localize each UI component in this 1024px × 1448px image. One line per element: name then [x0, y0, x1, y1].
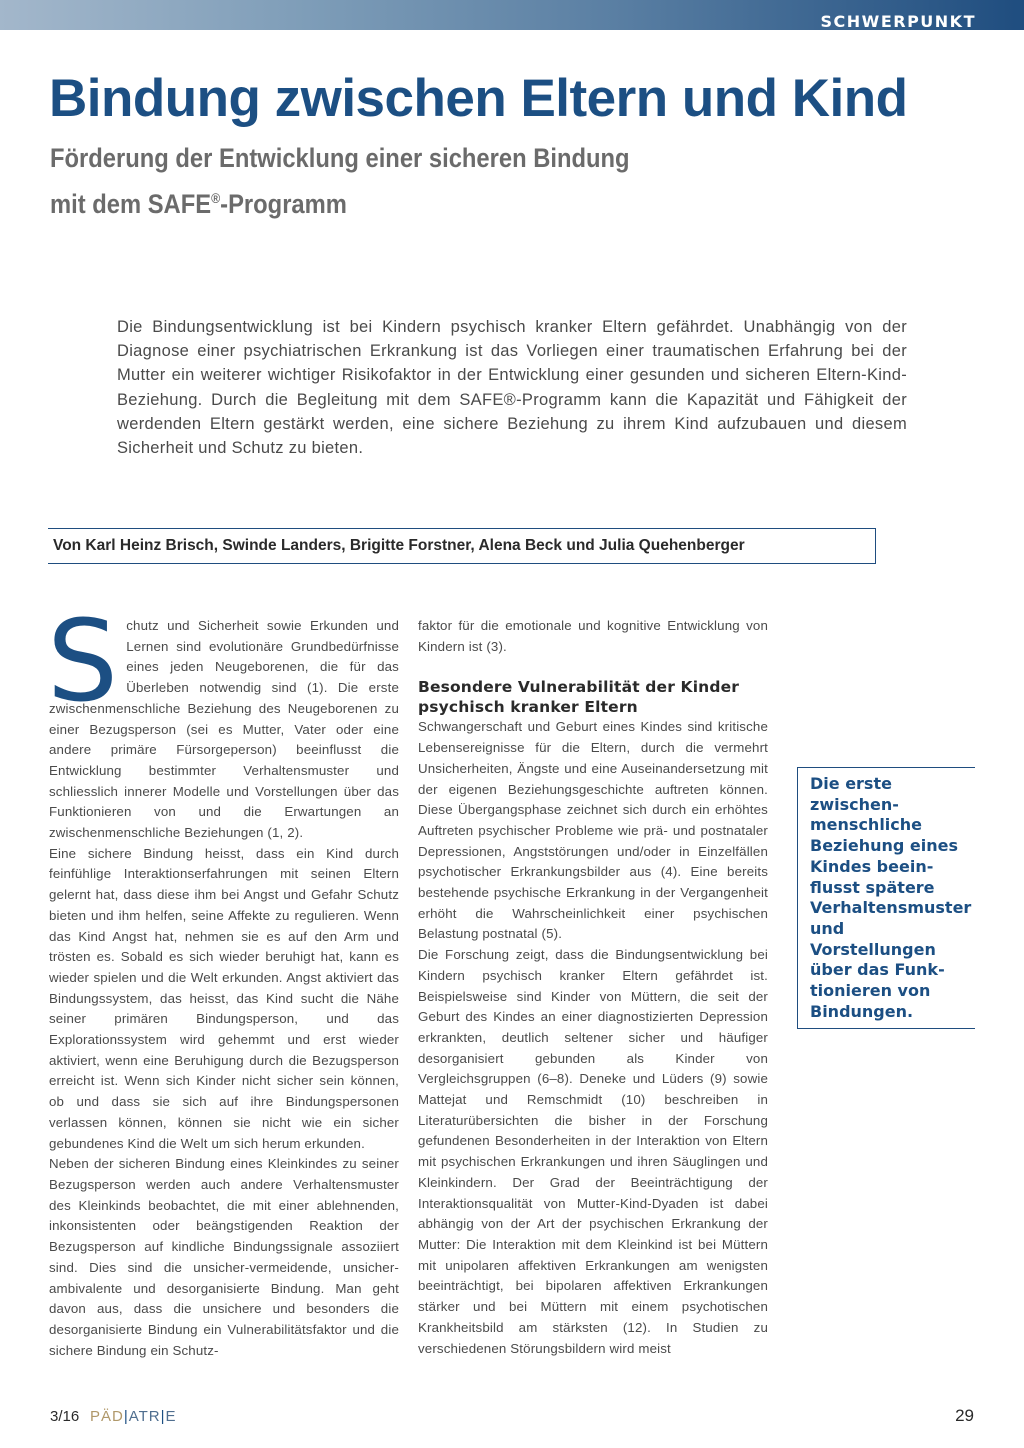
subtitle-line-2-pre: mit dem SAFE	[50, 189, 212, 219]
article-title: Bindung zwischen Eltern und Kind	[49, 69, 908, 128]
paragraph: faktor für die emotionale und kognitive Entwicklung von Kindern ist (3).	[418, 618, 768, 654]
registered-mark: ®	[211, 190, 221, 206]
paragraph-text: chutz und Sicherheit sowie Erkunden und Lernen sind evolutionäre Grundbedürfnisse eines jeden Neugeborenen, die für das Überleben notwendig sind (1). Die erste zwischenmenschliche Beziehung des Neugeborenen zu einer Bezugsperson (sei es Mutter, Vater oder eine andere primäre Fürsorgeperson) beeinflusst die Entwicklung bestimmter Verhaltensmuster und schliesslich innerer Modelle und Vorstellungen über das Funktionieren von und die Erwartungen an zwischenmenschliche Beziehungen (1, 2).	[49, 618, 399, 841]
section-heading: Besondere Vulnerabilität der Kinder psychisch kranker Eltern	[418, 678, 740, 717]
logo-bar: |	[160, 1408, 166, 1425]
logo-text: PÄD	[90, 1408, 124, 1425]
issue-number: 3/16	[50, 1408, 80, 1425]
body-column-1	[47, 597, 399, 1361]
section-header-bar	[0, 0, 1024, 30]
drop-cap: S	[47, 597, 119, 727]
paragraph: Neben der sicheren Bindung eines Kleinkindes zu seiner Bezugsperson werden auch andere Verhaltensmuster des Kleinkinds beobachtet, die mit einer ablehnenden, inkonsistenten oder beängstigenden Reaktion der Bezugsperson auf kindliche Bindungssignale assoziiert sind. Dies sind die unsicher-vermeidende, unsicher-ambivalente und desorganisierte Bindung. Man geht davon aus, dass die unsichere und besonders die desorganisierte Bindung ein Vulnerabilitätsfaktor und die sichere Bindung ein Schutz-	[49, 1156, 399, 1358]
lead-paragraph: Die Bindungsentwicklung ist bei Kindern psychisch kranker Eltern gefährdet. Unabhängig von der Diagnose einer psychiatrischen Erkrankung ist das Vorliegen einer traumatischen Erfahrung bei der Mutter ein weiterer wichtiger Risikofaktor in der Entwicklung einer gesunden und sicheren Eltern-Kind-Beziehung. Durch die Begleitung mit dem SAFE®-Programm kann die Kapazität und Fähigkeit der werdenden Eltern gestärkt werden, eine sichere Beziehung zu ihrem Kind aufzubauen und diesem Sicherheit und Schutz zu bieten.	[117, 318, 907, 458]
journal-logo	[90, 1408, 177, 1425]
paragraph: Schwangerschaft und Geburt eines Kindes sind kritische Lebensereignisse für die Eltern, durch die vermehrt Unsicherheiten, Ängste und eine Auseinandersetzung mit der eigenen Beziehungsgeschichte auftreten können. Diese Übergangsphase zeichnet sich durch ein erhöhtes Auftreten psychischer Probleme wie prä- und postnataler Depressionen, Angststörungen und/oder in Einzelfällen psychotischer Erkrankungsbilder aus (4). Eine bereits bestehende psychische Erkrankung in der Vergangenheit erhöht die Wahrscheinlichkeit einer psychischen Belastung postnatal (5).	[418, 719, 768, 942]
subtitle-line-2-post: -Programm	[220, 189, 347, 219]
subtitle-line-1: Förderung der Entwicklung einer sicheren Bindung	[50, 143, 630, 173]
paragraph: Eine sichere Bindung heisst, dass ein Kind durch feinfühlige Interaktionserfahrungen mit seinen Eltern gelernt hat, dass diese ihm bei Angst und Gefahr Schutz bieten und ihm helfen, seine Affekte zu regulieren. Wenn das Kind Angst hat, nehmen sie es auf den Arm und trösten es. Sobald es sich wieder beruhigt hat, kann es wieder spielen und die Welt erkunden. Angst aktiviert das Bindungssystem, das heisst, das Kind sucht die Nähe seiner primären Bindungsperson, und das Explorationssystem wird gehemmt und erst wieder aktiviert, wenn eine Beruhigung durch die Bezugsperson erreicht ist. Wenn sich Kinder nicht sicher sein können, ob und dass sie sich auf ihre Bindungspersonen verlassen können, können sie nicht wie ein sicher gebundenes Kind die Welt um sich herum erkunden.	[49, 845, 399, 1151]
body-column-2	[418, 616, 768, 1359]
author-byline: Von Karl Heinz Brisch, Swinde Landers, Brigitte Forstner, Alena Beck und Julia Quehenberger	[48, 528, 876, 564]
logo-text: E	[165, 1408, 177, 1425]
logo-text: ATR	[128, 1408, 161, 1425]
paragraph	[47, 597, 399, 844]
article-subtitle	[50, 138, 736, 224]
paragraph: Die Forschung zeigt, dass die Bindungsentwicklung bei Kindern psychisch kranker Eltern gefährdet ist. Beispielsweise sind Kinder von Müttern, die seit der Geburt des Kindes an einer diagnostizierten Depression erkrankten, deutlich seltener sicher und häufiger desorganisiert gebunden als Kinder von Vergleichsgruppen (6–8). Deneke und Lüders (9) sowie Mattejat und Remschmidt (10) beschreiben in Literaturübersichten die bisher in der Forschung gefundenen Besonderheiten in der Interaktion von Eltern mit psychischen Erkrankungen und ihren Säuglingen und Kleinkindern. Der Grad der Beeinträchtigung der Interaktionsqualität von Mutter-Kind-Dyaden ist dabei abhängig von der Art der psychischen Erkrankung der Mutter: Die Interaktion mit dem Kleinkind ist bei Müttern mit unipolaren affektiven Erkrankungen am wenigsten beeinträchtigt, bei bipolaren affektiven Erkrankungen stärker und bei Müttern mit einem psychotischen Krankheitsbild am stärksten (12). In Studien zu verschiedenen Störungsbildern wird meist	[418, 947, 768, 1356]
page-number: 29	[955, 1406, 974, 1425]
pull-quote: Die erste zwischenmenschliche Beziehung eines Kindes beeinflusst spätere Verhaltensmuster und Vorstellungen über das Funktionieren von Bindungen.	[797, 767, 975, 1029]
section-label: SCHWERPUNKT	[820, 12, 976, 31]
logo-bar: |	[123, 1408, 129, 1425]
